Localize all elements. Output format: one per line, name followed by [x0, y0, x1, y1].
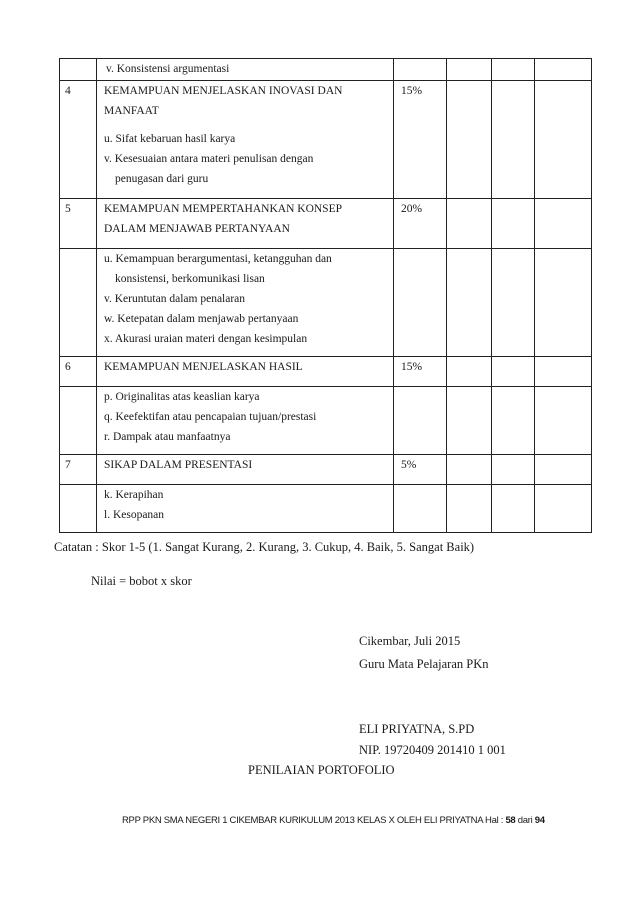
page-footer	[122, 815, 545, 826]
sub-item: r. Dampak atau manfaatnya	[104, 431, 231, 443]
table-row	[60, 387, 592, 455]
row-number: 4	[60, 81, 97, 199]
score-cell	[492, 387, 535, 455]
weight-cell	[394, 387, 447, 455]
footer-text: RPP PKN SMA NEGERI 1 CIKEMBAR KURIKULUM 2013 KELAS X OLEH ELI PRIYATNA Hal :	[122, 815, 504, 826]
sub-item: x. Akurasi uraian materi dengan kesimpulan	[104, 333, 308, 345]
footer-of: dari	[517, 815, 533, 826]
weight-cell: 15%	[394, 357, 447, 387]
no-cell	[60, 59, 97, 81]
score-cell	[535, 387, 592, 455]
aspect-title: KEMAMPUAN MENJELASKAN HASIL	[97, 357, 394, 387]
sub-item-cont: penugasan dari guru	[115, 173, 209, 185]
score-cell	[447, 81, 492, 199]
no-cell	[60, 387, 97, 455]
score-cell	[492, 249, 535, 357]
table-row	[60, 455, 592, 485]
weight-cell: 5%	[394, 455, 447, 485]
no-cell	[60, 485, 97, 533]
score-cell	[447, 455, 492, 485]
sub-item: k. Kerapihan	[104, 489, 164, 501]
sub-item: l. Kesopanan	[104, 509, 165, 521]
score-formula: Nilai = bobot x skor	[91, 574, 192, 588]
signature-place-date: Cikembar, Juli 2015	[359, 634, 461, 648]
score-cell	[535, 59, 592, 81]
score-cell	[492, 455, 535, 485]
score-cell	[535, 357, 592, 387]
sub-item: w. Ketepatan dalam menjawab pertanyaan	[104, 313, 299, 325]
score-cell	[535, 455, 592, 485]
score-cell	[535, 199, 592, 249]
sub-item: q. Keefektifan atau pencapaian tujuan/prestasi	[104, 411, 317, 423]
signature-name: ELI PRIYATNA, S.PD	[359, 722, 475, 736]
score-cell	[447, 59, 492, 81]
table-row	[60, 485, 592, 533]
score-cell	[535, 485, 592, 533]
score-cell	[447, 357, 492, 387]
table-row	[60, 357, 592, 387]
signature-nip: NIP. 19720409 201410 1 001	[359, 743, 506, 757]
score-cell	[492, 199, 535, 249]
assessment-rubric-table	[59, 58, 592, 533]
sub-item: u. Kemampuan berargumentasi, ketangguhan dan	[104, 253, 332, 265]
table-row	[60, 249, 592, 357]
score-cell	[447, 485, 492, 533]
score-cell	[492, 59, 535, 81]
table-row	[60, 199, 592, 249]
weight-cell	[394, 249, 447, 357]
score-cell	[447, 199, 492, 249]
score-cell	[447, 387, 492, 455]
sub-item: v. Konsistensi argumentasi	[106, 63, 230, 75]
aspect-title: KEMAMPUAN MENJELASKAN INOVASI DAN	[104, 85, 343, 97]
aspect-cell	[97, 485, 394, 533]
table-row	[60, 59, 592, 81]
weight-cell: 15%	[394, 81, 447, 199]
weight-cell	[394, 59, 447, 81]
aspect-cell	[97, 81, 394, 199]
sub-item: u. Sifat kebaruan hasil karya	[104, 133, 236, 145]
score-cell	[535, 249, 592, 357]
footer-page-total: 94	[534, 815, 545, 826]
score-cell	[447, 249, 492, 357]
score-cell	[492, 357, 535, 387]
section-heading: PENILAIAN PORTOFOLIO	[248, 763, 395, 777]
scoring-note: Catatan : Skor 1-5 (1. Sangat Kurang, 2. Kurang, 3. Cukup, 4. Baik, 5. Sangat Baik)	[54, 540, 475, 554]
no-cell	[60, 249, 97, 357]
aspect-cell	[97, 387, 394, 455]
score-cell	[492, 81, 535, 199]
sub-item-cont: konsistensi, berkomunikasi lisan	[115, 273, 265, 285]
aspect-title: SIKAP DALAM PRESENTASI	[97, 455, 394, 485]
sub-item: p. Originalitas atas keaslian karya	[104, 391, 260, 403]
sub-item: v. Kesesuaian antara materi penulisan dengan	[104, 153, 314, 165]
score-cell	[492, 485, 535, 533]
aspect-title-cont: DALAM MENJAWAB PERTANYAAN	[104, 223, 290, 235]
footer-page-number: 58	[505, 815, 516, 826]
table-row	[60, 81, 592, 199]
weight-cell	[394, 485, 447, 533]
aspect-title-cont: MANFAAT	[104, 105, 159, 117]
aspect-cell	[97, 249, 394, 357]
row-number: 6	[60, 357, 97, 387]
sub-item: v. Keruntutan dalam penalaran	[104, 293, 246, 305]
row-number: 5	[60, 199, 97, 249]
signature-role: Guru Mata Pelajaran PKn	[359, 657, 489, 671]
weight-cell: 20%	[394, 199, 447, 249]
aspect-title: KEMAMPUAN MEMPERTAHANKAN KONSEP	[104, 203, 342, 215]
score-cell	[535, 81, 592, 199]
aspect-cell	[97, 199, 394, 249]
aspect-cell	[97, 59, 394, 81]
row-number: 7	[60, 455, 97, 485]
